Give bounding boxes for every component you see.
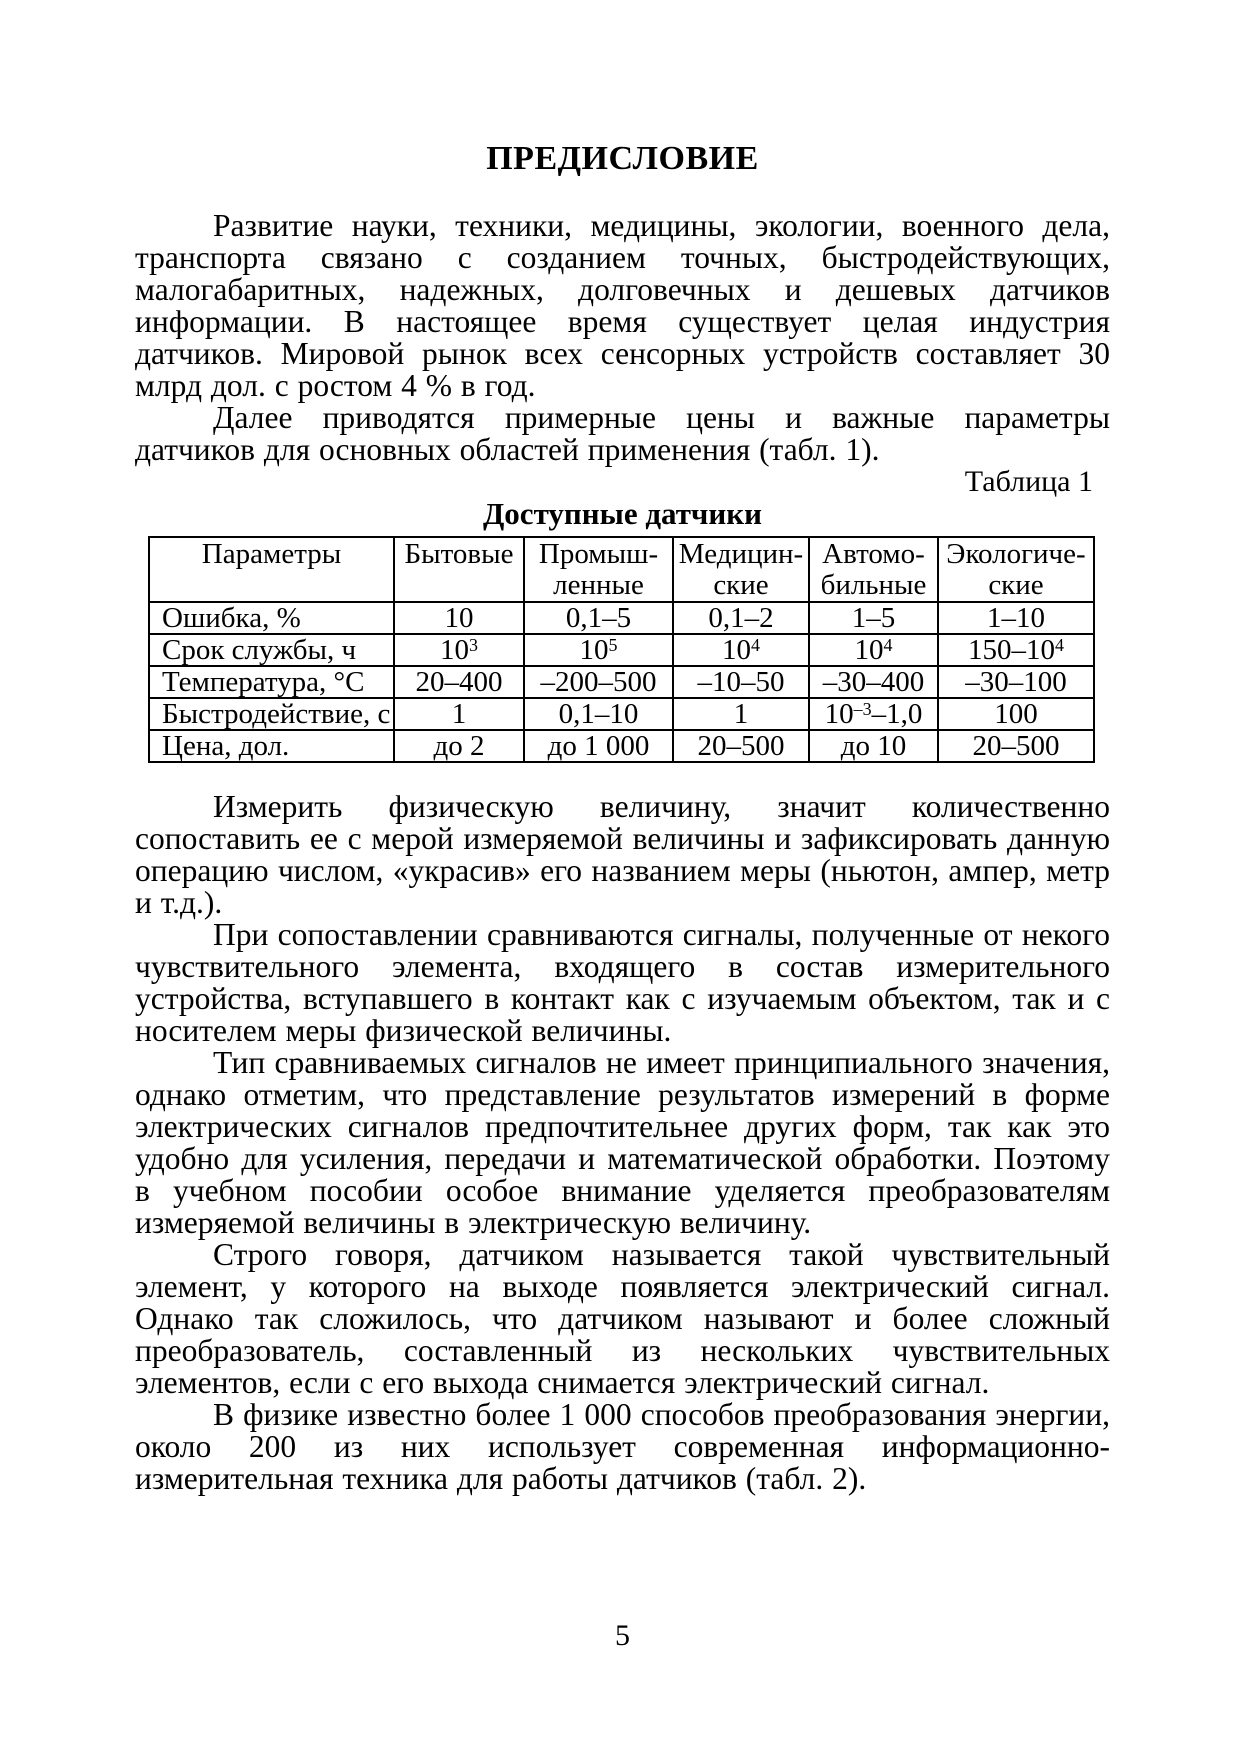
text-column	[135, 0, 1110, 1495]
param-cell: Цена, дол.	[149, 730, 394, 762]
value-cell: до 1 000	[524, 730, 673, 762]
table-header-cell: Промыш- ленные	[524, 537, 673, 602]
value-cell: 0,1–2	[673, 602, 809, 634]
table-row	[149, 698, 1094, 730]
table-row	[149, 666, 1094, 698]
value-cell: 1	[394, 698, 524, 730]
value-cell: 1	[673, 698, 809, 730]
value-cell: $10^3$	[394, 634, 524, 666]
table-header-cell: Параметры	[149, 537, 394, 602]
paragraph-sensor-definition: Строго говоря, датчиком называется такой чувствительный элемент, у которого на выходе появляется электрический сигнал. Однако так сложилось, что датчиком называют и более сложный преобразователь, составленный из нескольких чувствительных элементов, если с его выхода снимается электрический сигнал.	[135, 1237, 1110, 1400]
paragraph-table-lead-in: Далее приводятся примерные цены и важные параметры датчиков для основных областей применения (табл. 1).	[135, 400, 1110, 467]
param-cell: Срок службы, ч	[149, 634, 394, 666]
table-header-row	[149, 537, 1094, 602]
paragraph-energy-conversion: В физике известно более 1 000 способов преобразования энергии, около 200 из них использует современная информационно-измерительная техника для работы датчиков (табл. 2).	[135, 1397, 1110, 1496]
value-cell: 10	[394, 602, 524, 634]
value-cell: $10^5$	[524, 634, 673, 666]
value-cell: 1–10	[938, 602, 1094, 634]
page-number: 5	[615, 1619, 630, 1652]
value-cell: $10^{-3}-1,0$	[809, 698, 938, 730]
page-title: ПРЕДИСЛОВИЕ	[486, 140, 759, 177]
value-cell: $150-10^4$	[938, 634, 1094, 666]
value-cell: до 10	[809, 730, 938, 762]
value-cell: $10^4$	[809, 634, 938, 666]
value-cell: –200–500	[524, 666, 673, 698]
value-cell: –30–100	[938, 666, 1094, 698]
table-row	[149, 730, 1094, 762]
paragraph-signal-type: Тип сравниваемых сигналов не имеет принципиального значения, однако отметим, что представление результатов измерений в форме электрических сигналов предпочтительнее других форм, так как это удобно для усиления, передачи и математической обработки. Поэтому в учебном пособии особое внимание уделяется преобразователям измеряемой величины в электрическую величину.	[135, 1045, 1110, 1240]
table-header-cell: Экологиче- ские	[938, 537, 1094, 602]
value-cell: 0,1–10	[524, 698, 673, 730]
value-cell: 20–400	[394, 666, 524, 698]
param-cell: Быстродействие, с	[149, 698, 394, 730]
value-cell: 20–500	[938, 730, 1094, 762]
value-cell: –30–400	[809, 666, 938, 698]
paragraph-intro: Развитие науки, техники, медицины, экологии, военного дела, транспорта связано с созданием точных, быстродействующих, малогабаритных, надежных, долговечных и дешевых датчиков информации. В настоящее время существует целая индустрия датчиков. Мировой рынок всех сенсорных устройств составляет 30 млрд дол. с ростом 4 % в год.	[135, 208, 1110, 403]
param-cell: Температура, °С	[149, 666, 394, 698]
table-row	[149, 602, 1094, 634]
value-cell: 0,1–5	[524, 602, 673, 634]
table-header-cell: Автомо- бильные	[809, 537, 938, 602]
value-cell: 1–5	[809, 602, 938, 634]
param-cell: Ошибка, %	[149, 602, 394, 634]
value-cell: до 2	[394, 730, 524, 762]
paragraph-comparison: При сопоставлении сравниваются сигналы, полученные от некого чувствительного элемента, входящего в состав измерительного устройства, вступавшего в контакт как с изучаемым объектом, так и с носителем меры физической величины.	[135, 917, 1110, 1048]
table-title: Доступные датчики	[482, 496, 762, 531]
value-cell: $10^4$	[673, 634, 809, 666]
paragraph-measure: Измерить физическую величину, значит количественно сопоставить ее с мерой измеряемой величины и зафиксировать данную операцию числом, «украсив» его названием меры (ньютон, ампер, метр и т.д.).	[135, 789, 1110, 920]
table-row	[149, 634, 1094, 666]
table-header-cell: Медицин- ские	[673, 537, 809, 602]
value-cell: –10–50	[673, 666, 809, 698]
table-header-cell: Бытовые	[394, 537, 524, 602]
sensors-table	[148, 536, 1095, 763]
table-caption: Таблица 1	[964, 465, 1093, 498]
value-cell: 100	[938, 698, 1094, 730]
value-cell: 20–500	[673, 730, 809, 762]
